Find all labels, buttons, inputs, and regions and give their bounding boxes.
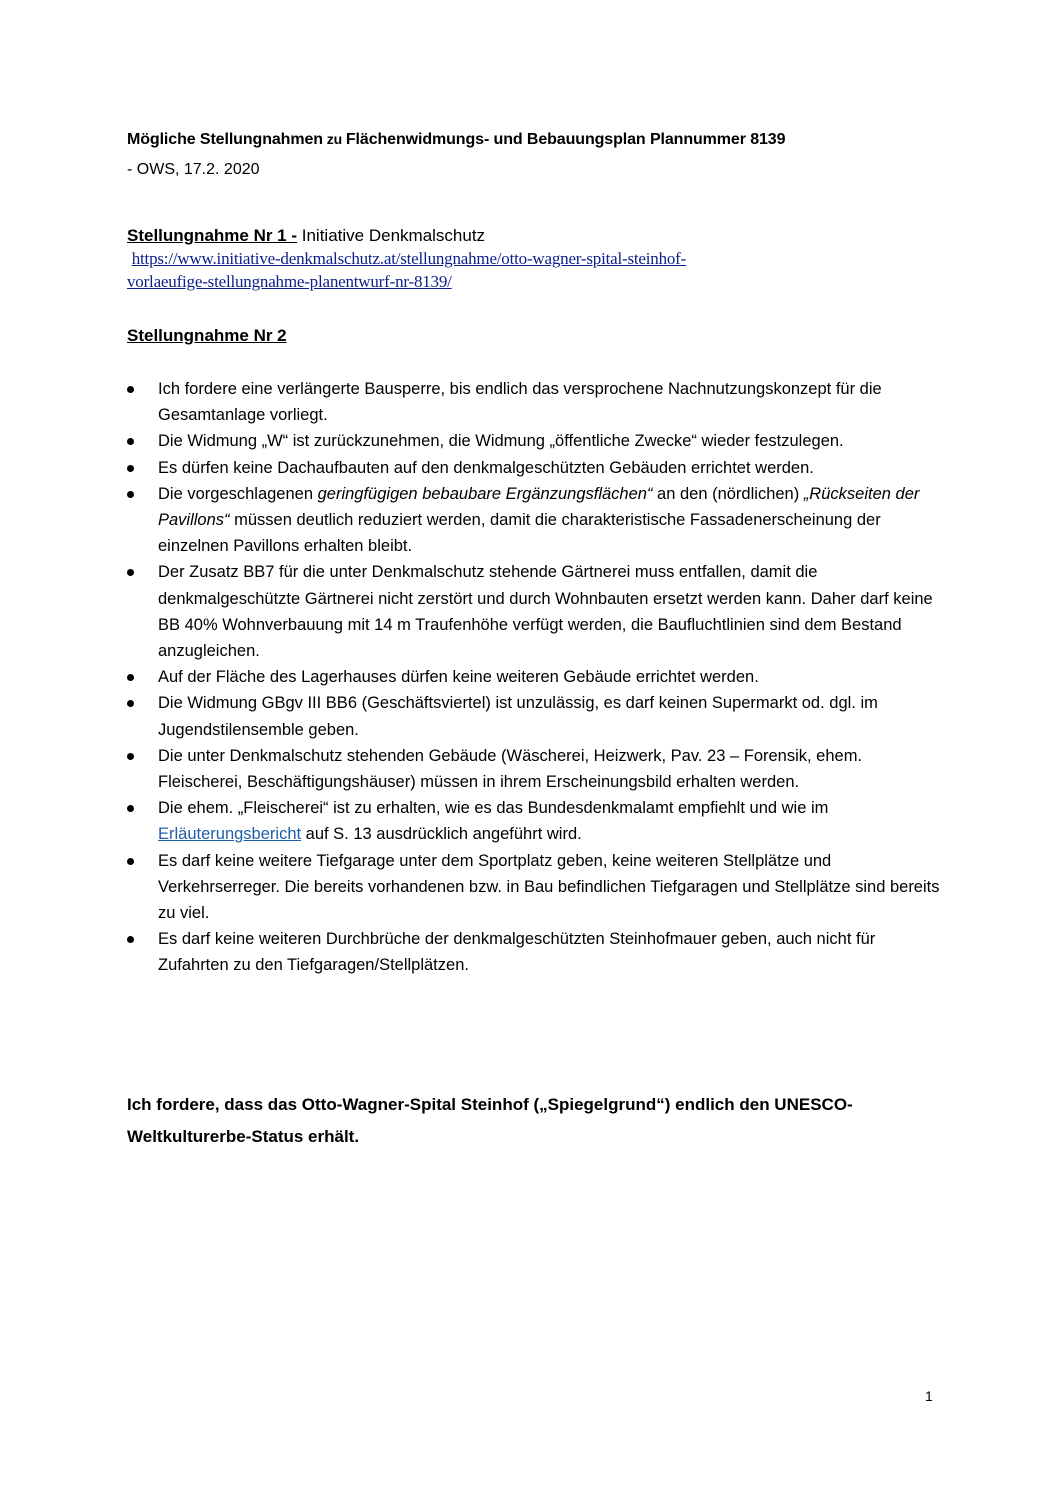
title-part-3: Flächenwidmungs- und Bebauungsplan Plannummer 8139	[345, 131, 786, 148]
section-statement-2	[127, 326, 287, 346]
list-item-text: Die Widmung GBgv III BB6 (Geschäftsviertel) ist unzulässig, es darf keinen Supermarkt od. dgl. im Jugendstilensemble geben.	[158, 694, 878, 739]
bullet-icon	[127, 569, 134, 576]
closing-statement: Ich fordere, dass das Otto-Wagner-Spital Steinhof („Spiegelgrund“) endlich den UNESCO-Weltkulturerbe-Status erhält.	[127, 1095, 853, 1146]
list-item-text: Die unter Denkmalschutz stehenden Gebäude (Wäscherei, Heizwerk, Pav. 23 – Forensik, ehem. Fleischerei, Beschäftigungshäuser) müssen in ihrem Erscheinungsbild erhalten werden.	[158, 746, 863, 792]
list-item	[127, 848, 947, 927]
list-item	[127, 455, 947, 481]
list-item-text: Ich fordere eine verlängerte Bausperre, bis endlich das versprochene Nachnutzungskonzept für die Gesamtanlage vorliegt.	[158, 380, 882, 425]
bullet-icon	[127, 700, 134, 707]
bullet-icon	[127, 465, 134, 472]
list-item	[127, 664, 947, 690]
statement-1-link-block[interactable]	[127, 247, 686, 293]
statement-2-heading: Stellungnahme Nr 2	[127, 326, 287, 345]
list-item-text: Es dürfen keine Dachaufbauten auf den denkmalgeschützten Gebäuden errichtet werden.	[158, 458, 814, 477]
list-item-italic: „Rückseiten der Pavillons“	[158, 484, 920, 530]
list-item	[127, 481, 947, 560]
bullet-icon	[127, 753, 134, 760]
statement-1-label: Initiative Denkmalschutz	[297, 226, 486, 245]
list-item-text: Die Widmung „W“ ist zurückzunehmen, die Widmung „öffentliche Zwecke“ wieder festzulegen.	[158, 432, 844, 451]
section-statement-1	[127, 224, 686, 293]
bullet-icon	[127, 491, 134, 498]
list-item-text: Die vorgeschlagenen	[158, 484, 318, 503]
list-item-italic: geringfügigen bebaubare Ergänzungsflächen“	[317, 484, 653, 503]
bullet-icon	[127, 386, 134, 393]
list-item	[127, 559, 947, 664]
list-item-text: Auf der Fläche des Lagerhauses dürfen keine weiteren Gebäude errichtet werden.	[158, 668, 759, 687]
document-subtitle: - OWS, 17.2. 2020	[127, 161, 260, 178]
list-item	[127, 690, 947, 742]
list-item	[127, 428, 947, 454]
document-title	[127, 131, 785, 149]
statement-1-link-line-2[interactable]: vorlaeufige-stellungnahme-planentwurf-nr-8139/	[127, 272, 452, 291]
list-item	[127, 926, 947, 978]
list-item	[127, 376, 947, 428]
bullet-icon	[127, 858, 134, 865]
list-item-text: Die ehem. „Fleischerei“ ist zu erhalten, wie es das Bundesdenkmalamt empfiehlt und wie im	[158, 799, 829, 818]
statement-1-heading-line	[127, 224, 686, 247]
demands-list	[127, 376, 947, 979]
list-item-text: Der Zusatz BB7 für die unter Denkmalschutz stehende Gärtnerei muss entfallen, damit die denkmalgeschützte Gärtnerei nicht zerstört und durch Wohnbauten ersetzt werden kann. Daher darf keine BB 40% Wohnverbauung mit 14 m Traufenhöhe verfügt werden, die Baufluchtlinien sind dem Bestand anzugleichen.	[158, 563, 933, 661]
statement-1-heading: Stellungnahme Nr 1 -	[127, 226, 298, 245]
list-item-text: müssen deutlich reduziert werden, damit die charakteristische Fassadenerscheinung der einzelnen Pavillons erhalten bleibt.	[158, 511, 881, 556]
statement-1-link-line-1[interactable]: https://www.initiative-denkmalschutz.at/stellungnahme/otto-wagner-spital-steinhof-	[131, 249, 687, 268]
title-part-2: zu	[322, 131, 346, 147]
report-link[interactable]: Erläuterungsbericht	[158, 825, 302, 844]
page-number: 1	[925, 1388, 933, 1404]
list-item-text: Es darf keine weitere Tiefgarage unter dem Sportplatz geben, keine weiteren Stellplätze und Verkehrserreger. Die bereits vorhandenen bzw. in Bau befindlichen Tiefgaragen und Stellplätze sind bereits zu viel.	[158, 851, 940, 923]
list-item-text: auf S. 13 ausdrücklich angeführt wird.	[301, 825, 582, 844]
list-item-text: an den (nördlichen)	[652, 484, 804, 503]
bullet-icon	[127, 674, 134, 681]
bullet-icon	[127, 805, 134, 812]
list-item	[127, 743, 947, 795]
list-item-text: Es darf keine weiteren Durchbrüche der denkmalgeschützten Steinhofmauer geben, auch nicht für Zufahrten zu den Tiefgaragen/Stellplätzen.	[158, 930, 876, 975]
bullet-icon	[127, 936, 134, 943]
title-part-1: Mögliche Stellungnahmen	[127, 131, 323, 148]
bullet-icon	[127, 438, 134, 445]
list-item	[127, 795, 947, 847]
